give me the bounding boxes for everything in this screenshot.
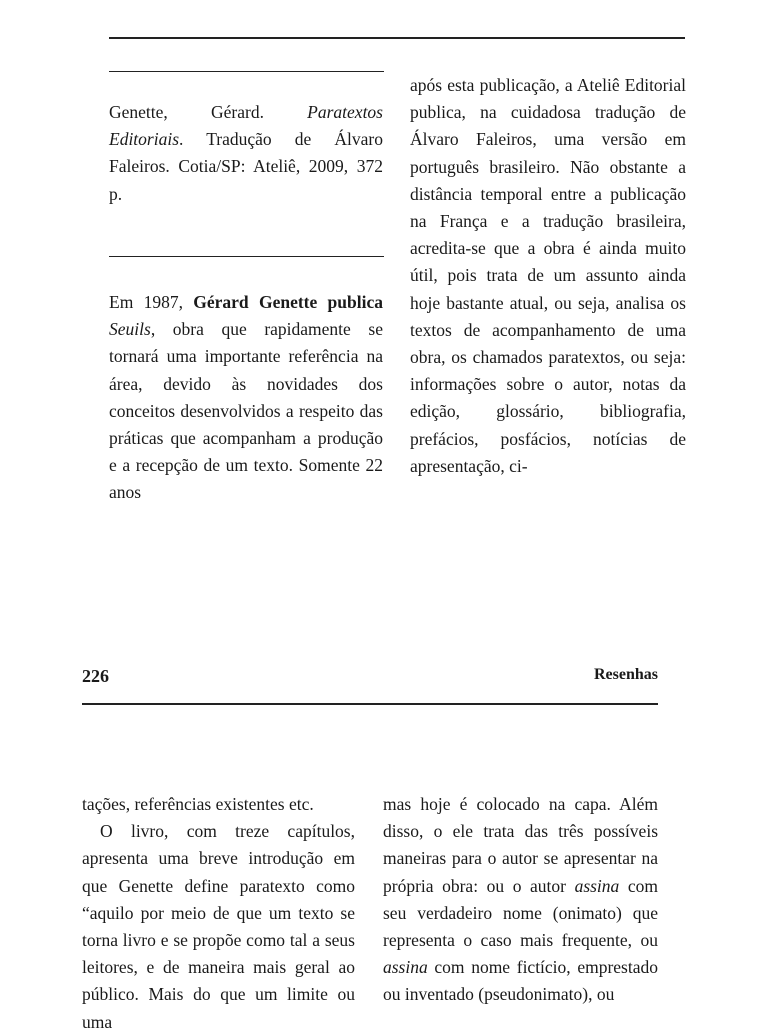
top-right-column xyxy=(410,72,686,480)
continuation-paragraph: após esta publicação, a Ateliê Editorial publica, na cuidadosa tradução de Álvaro Faleiros, uma versão em português brasileiro. Não obstante a distância temporal entre a publicação na França e a tradução brasileira, acredita-se que a obra é ainda muito útil, pois trata de um assunto ainda hoje bastante atual, ou seja, analisa os textos de acompanhamento de uma obra, os chamados paratextos, ou seja: informações sobre o autor, notas da edição, glossário, bibliografia, prefácios, posfácios, notícias de apresentação, ci- xyxy=(410,75,686,476)
citation-title: Paratextos Editoriais xyxy=(109,102,383,150)
paragraph-end: tações, referências existentes etc. xyxy=(82,794,314,814)
book-structure-paragraph: O livro, com treze capítulos, apresenta uma breve introdução em que Genette define paratexto como “aquilo por meio de que um texto se torna livro e se propõe como tal a seus leitores, e de maneira mais geral ao público. Mais do que um limite ou uma xyxy=(82,821,355,1032)
section-title: Resenhas xyxy=(593,666,658,683)
page-number: 226 xyxy=(82,666,109,686)
footer-rule xyxy=(82,703,658,705)
opening-paragraph: Em 1987, Gérard Genette publica Seuils, obra que rapidamente se tornará uma importante referência na área, devido às novidades dos conceitos desenvolvidos a respeito das práticas que acompanham a produção e a recepção de um texto. Somente 22 anos xyxy=(109,292,383,503)
citation-details: . Tradução de Álvaro Faleiros. Cotia/SP: Ateliê, 2009, 372 p. xyxy=(109,129,383,204)
emphasis-assina: assina xyxy=(574,875,620,896)
citation-author: Genette, Gérard. xyxy=(109,102,308,122)
bottom-right-column xyxy=(383,791,658,1009)
authorship-paragraph: mas hoje é colocado na capa. Além disso, o ele trata das três possíveis maneiras para o autor se apresentar na própria obra: ou o autor assina com seu verdadeiro nome (onimato) que representa o caso mais frequente, ou assina com nome fictício, emprestado ou inventado (pseudonimato), ou xyxy=(383,794,658,1005)
citation-bottom-rule xyxy=(109,256,384,257)
bibliographic-citation xyxy=(109,99,383,208)
author-name: Gérard Genette publica xyxy=(193,292,383,312)
top-header-rule xyxy=(109,37,685,39)
top-left-column xyxy=(109,289,383,507)
bottom-left-column xyxy=(82,791,355,1036)
emphasis-assina: assina xyxy=(383,957,428,978)
citation-top-rule xyxy=(109,71,384,72)
work-title: Seuils xyxy=(109,319,151,340)
